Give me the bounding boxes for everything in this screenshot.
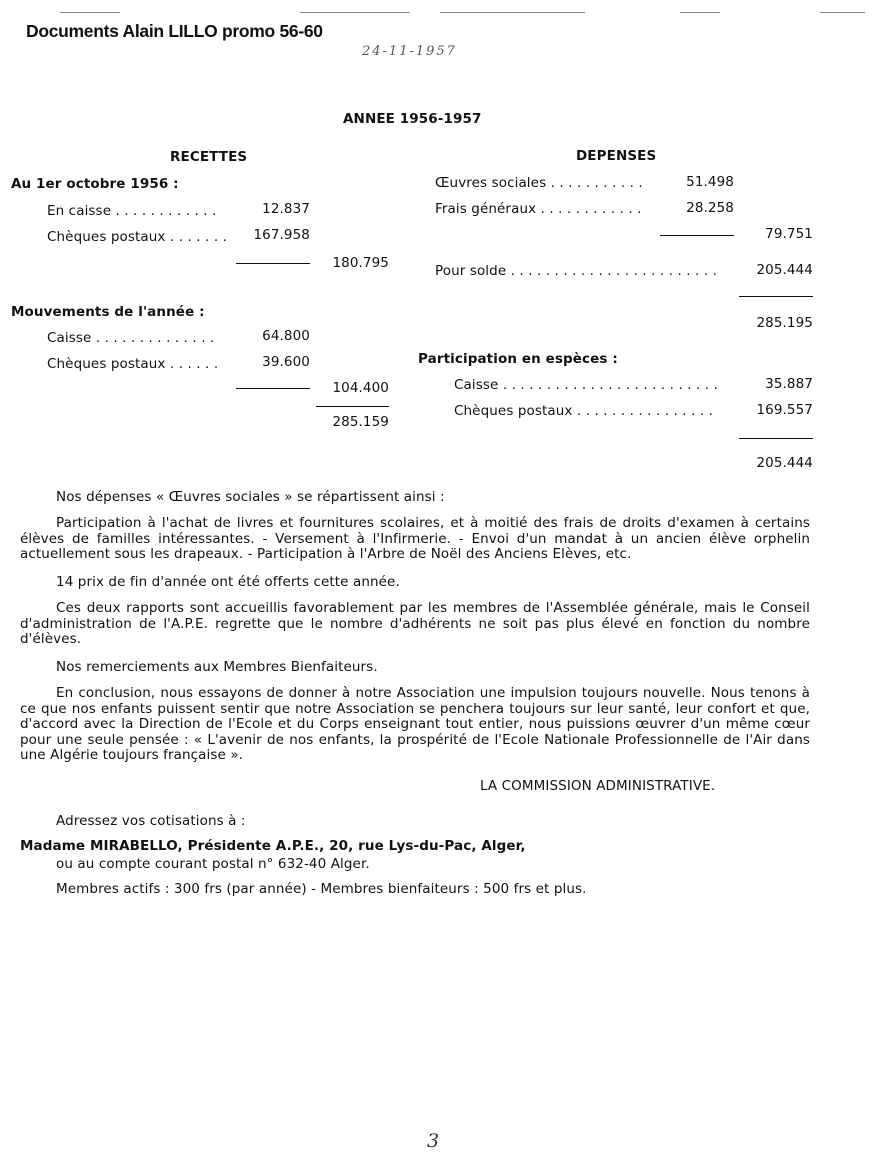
cheques-postaux-label: Chèques postaux . . . . . . . (47, 229, 227, 245)
total-rule (316, 406, 389, 407)
cheques-postaux-2-label: Chèques postaux . . . . . . (47, 356, 219, 372)
depenses-subtotal: 79.751 (765, 226, 813, 242)
recettes-subtotal1: 180.795 (332, 255, 389, 271)
en-caisse-value: 12.837 (262, 201, 310, 217)
depenses-heading: DEPENSES (576, 148, 657, 164)
recettes-subtotal2: 104.400 (332, 380, 389, 396)
address-intro: Adressez vos cotisations à : (56, 813, 246, 829)
paragraph-conclusion: En conclusion, nous essayons de donner à notre Association une impulsion toujours nouvelle. Nous tenons à ce que nos enfants puissent sentir que notre Association se penchera toujours sur leur santé, leur confort et que, d'accord avec la Direction de l'Ecole et du Corps enseignant tout entier, nous puissions œuvrer d'un même cœur pour une seule pensée : « L'avenir de nos enfants, la prospérité de l'Ecole Nationale Professionnelle de l'Air dans une Algérie toujours française ». (20, 685, 810, 763)
frais-generaux-value: 28.258 (686, 200, 734, 216)
page-number: 3 (427, 1130, 440, 1152)
en-caisse-label: En caisse . . . . . . . . . . . . (47, 203, 217, 219)
signature-commission: LA COMMISSION ADMINISTRATIVE. (480, 778, 716, 794)
recettes-section2-title: Mouvements de l'année : (11, 304, 205, 320)
frais-generaux-label: Frais généraux . . . . . . . . . . . . (435, 201, 642, 217)
oeuvres-sociales-label: Œuvres sociales . . . . . . . . . . . (435, 175, 643, 191)
document-header-title: Documents Alain LILLO promo 56-60 (26, 21, 323, 41)
paragraph-rapports: Ces deux rapports sont accueillis favorablement par les membres de l'Assemblée générale, mais le Conseil d'administration de l'A.P.E. regrette que le nombre d'adhérents ne soit pas plus élevé en fonction du nombre d'élèves. (20, 600, 810, 647)
paragraph-prix: 14 prix de fin d'année ont été offerts cette année. (56, 574, 400, 590)
paragraph-remerciements: Nos remerciements aux Membres Bienfaiteurs. (56, 659, 378, 675)
participation-total: 205.444 (756, 455, 813, 471)
scan-mark (440, 12, 585, 13)
scan-mark (300, 12, 410, 13)
address-line-1: Madame MIRABELLO, Présidente A.P.E., 20, rue Lys-du-Pac, Alger, (20, 838, 526, 854)
depenses-total: 285.195 (756, 315, 813, 331)
caisse-value: 64.800 (262, 328, 310, 344)
oeuvres-sociales-value: 51.498 (686, 174, 734, 190)
address-line-2: ou au compte courant postal n° 632-40 Alger. (56, 856, 370, 872)
scan-mark (820, 12, 865, 13)
pour-solde-label: Pour solde . . . . . . . . . . . . . . . . . . . . . . . . (435, 263, 718, 279)
paragraph-intro: Nos dépenses « Œuvres sociales » se répartissent ainsi : (56, 489, 445, 505)
cheques-postaux-value: 167.958 (253, 227, 310, 243)
scan-mark (60, 12, 120, 13)
participation-cheques-label: Chèques postaux . . . . . . . . . . . . . . . . (454, 403, 714, 419)
membership-fees: Membres actifs : 300 frs (par année) - Membres bienfaiteurs : 500 frs et plus. (56, 881, 587, 897)
total-rule (739, 296, 813, 297)
pour-solde-value: 205.444 (756, 262, 813, 278)
recettes-section1-title: Au 1er octobre 1956 : (11, 176, 179, 192)
total-rule (739, 438, 813, 439)
cheques-postaux-2-value: 39.600 (262, 354, 310, 370)
caisse-label: Caisse . . . . . . . . . . . . . . (47, 330, 215, 346)
participation-caisse-value: 35.887 (765, 376, 813, 392)
recettes-total: 285.159 (332, 414, 389, 430)
participation-caisse-label: Caisse . . . . . . . . . . . . . . . . . . . . . . . . . (454, 377, 718, 393)
recettes-heading: RECETTES (170, 149, 248, 165)
subtotal-rule (660, 235, 734, 236)
year-title: ANNEE 1956-1957 (343, 111, 482, 127)
participation-title: Participation en espèces : (418, 351, 618, 367)
subtotal-rule (236, 263, 310, 264)
participation-cheques-value: 169.557 (756, 402, 813, 418)
scan-mark (680, 12, 720, 13)
paragraph-participation: Participation à l'achat de livres et fournitures scolaires, et à moitié des frais de droits d'examen à certains élèves de familles intéressantes. - Versement à l'Infirmerie. - Envoi d'un mandat à un ancien élève orphelin actuellement sous les drapeaux. - Participation à l'Arbre de Noël des Anciens Elèves, etc. (20, 515, 810, 562)
subtotal-rule (236, 388, 310, 389)
handwritten-date: 24-11-1957 (362, 44, 457, 59)
